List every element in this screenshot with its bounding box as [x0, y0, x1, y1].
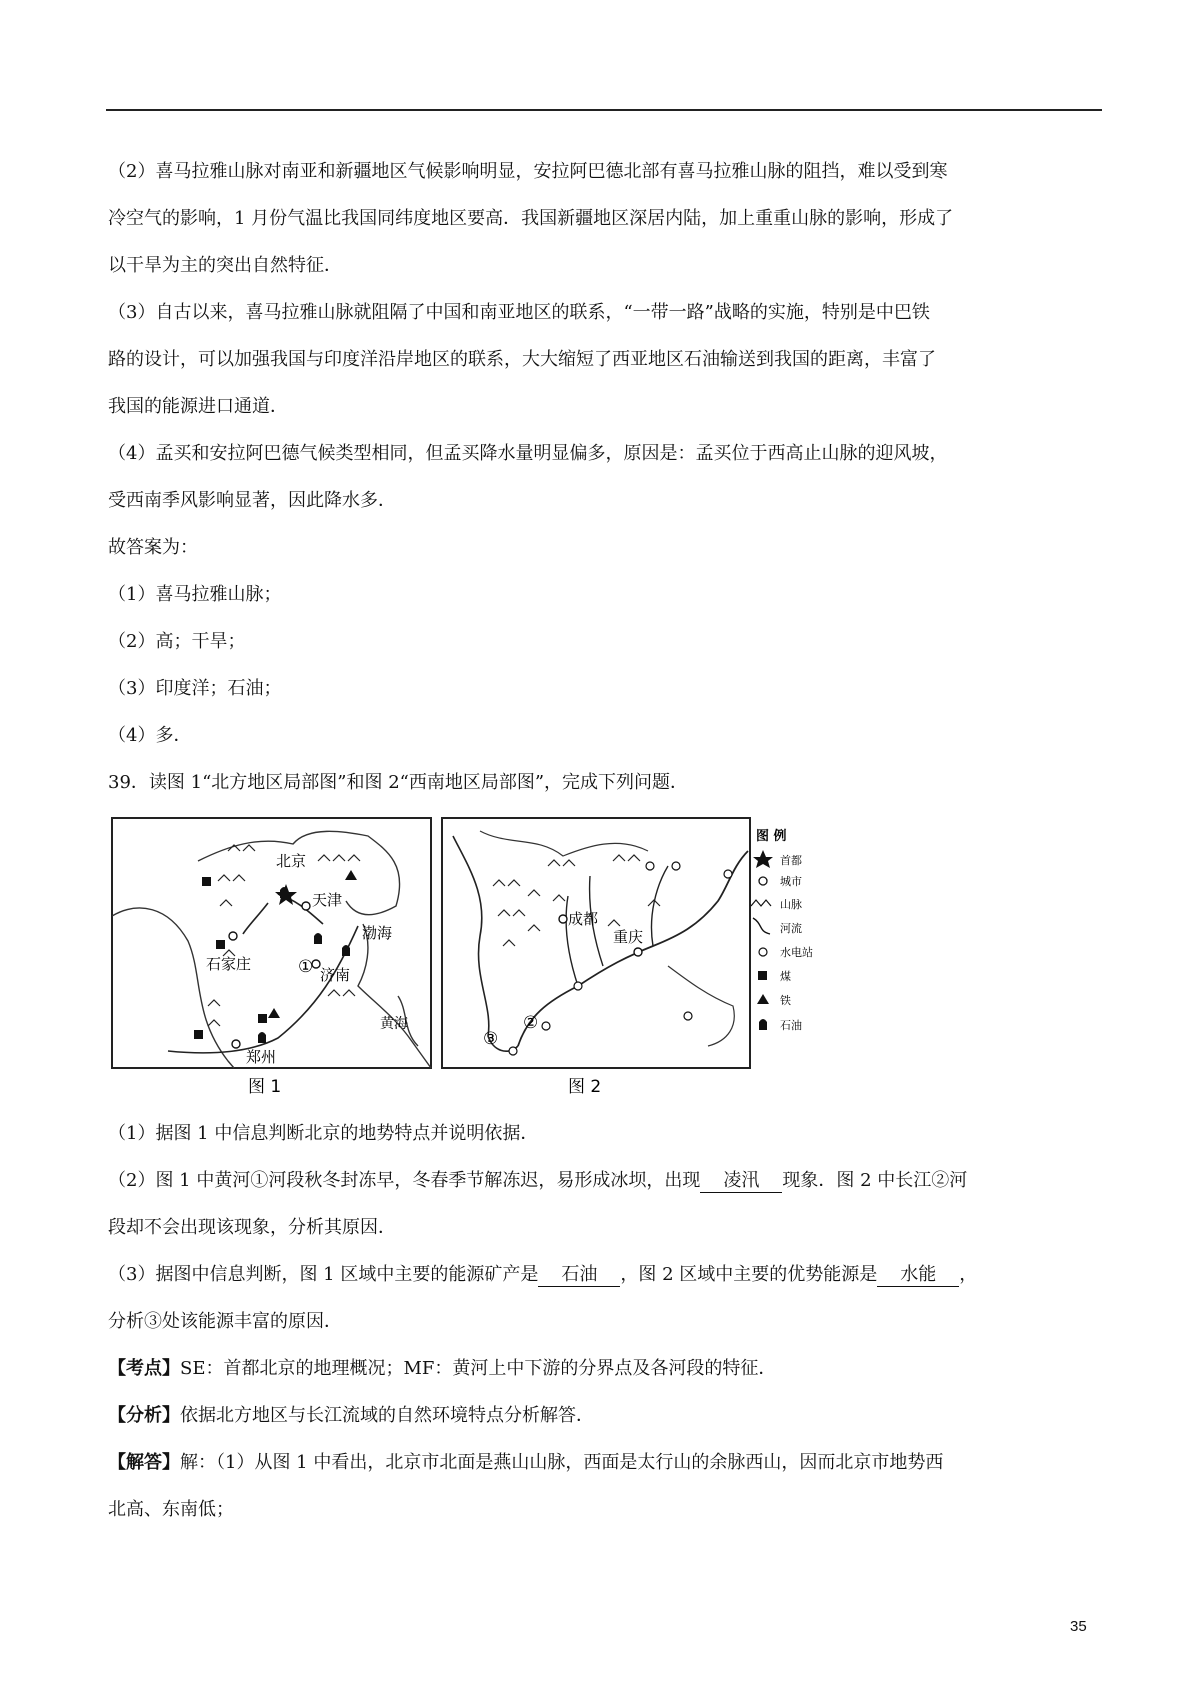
city-dot: [232, 1040, 240, 1048]
analysis-p2-line1: （2）喜马拉雅山脉对南亚和新疆地区气候影响明显，安拉阿巴德北部有喜马拉雅山脉的阻挡，难以受到寒: [108, 161, 948, 182]
coal-icon: [258, 1014, 267, 1023]
label-huanghai: 黄海: [380, 1016, 408, 1032]
marker-1: ①: [298, 957, 314, 977]
marker-2: ②: [523, 1013, 539, 1033]
jieda-tag: 【解答】: [108, 1452, 180, 1473]
coal-icon: [216, 940, 225, 949]
answer-blank: 水能: [877, 1264, 959, 1287]
final-answer-1: （1）喜马拉雅山脉；: [108, 584, 282, 605]
question-39-3-line1: （3）据图中信息判断，图 1 区域中主要的能源矿产是 石油 ，图 2 区域中主要的优势能源是 水能 ，: [108, 1264, 978, 1285]
legend-item: 城市: [780, 875, 802, 888]
answer-blank: 石油: [538, 1264, 620, 1287]
legend-item: 水电站: [780, 946, 813, 959]
oil-icon: [314, 933, 322, 944]
question-39-2-line1: （2）图 1 中黄河①河段秋冬封冻早，冬春季节解冻迟，易形成冰坝，出现 凌汛 现象．图 2 中长江②河: [108, 1170, 968, 1191]
legend-title: 图 例: [756, 829, 787, 844]
oil-icon: [280, 887, 288, 898]
mountain-icon: [751, 900, 771, 906]
question-39-stem: 39．读图 1“北方地区局部图”和图 2“西南地区局部图”，完成下列问题．: [108, 772, 689, 793]
legend-item: 石油: [780, 1019, 802, 1032]
city-dot: [559, 915, 567, 923]
analysis-p2-line2: 冷空气的影响，1 月份气温比我国同纬度地区要高．我国新疆地区深居内陆，加上重重山脉的影响，形成了: [108, 208, 954, 229]
iron-icon: [757, 994, 769, 1004]
label-bohai: 渤海: [362, 924, 393, 942]
kaodian-tag: 【考点】: [108, 1358, 180, 1379]
hydropower-icon: [646, 862, 654, 870]
question-39-1: （1）据图 1 中信息判断北京的地势特点并说明依据．: [108, 1123, 539, 1144]
label-chengdu: 成都: [568, 910, 599, 928]
hydropower-icon: [724, 870, 732, 878]
legend-item: 铁: [780, 994, 791, 1007]
coal-icon: [194, 1030, 203, 1039]
city-dot-icon: [759, 877, 767, 885]
marker-3: ③: [483, 1029, 499, 1049]
coal-icon: [758, 971, 767, 980]
header-rule: [106, 109, 1102, 111]
city-dot: [302, 902, 310, 910]
fenxi-line: 【分析】依据北方地区与长江流域的自然环境特点分析解答．: [108, 1405, 594, 1426]
question-39-2-line2: 段却不会出现该现象，分析其原因．: [108, 1217, 396, 1238]
label-beijing: 北京: [276, 852, 307, 870]
hydropower-icon: [684, 1012, 692, 1020]
jieda-line2: 北高、东南低；: [108, 1499, 234, 1520]
label-jinan: 济南: [320, 966, 351, 984]
hydropower-icon: [759, 948, 767, 956]
hydropower-icon: [672, 862, 680, 870]
oil-icon: [759, 1019, 767, 1030]
final-answer-label: 故答案为：: [108, 537, 198, 558]
analysis-p4-line1: （4）孟买和安拉阿巴德气候类型相同，但孟买降水量明显偏多，原因是：孟买位于西高止山脉的迎风坡，: [108, 443, 948, 464]
analysis-p4-line2: 受西南季风影响显著，因此降水多．: [108, 490, 396, 511]
capital-star-icon: [753, 850, 773, 868]
jieda-line1: 【解答】解：（1）从图 1 中看出，北京市北面是燕山山脉，西面是太行山的余脉西山，因而北京市地势西: [108, 1452, 944, 1473]
legend-item: 首都: [780, 854, 802, 867]
legend-item: 山脉: [780, 898, 802, 911]
oil-icon: [258, 1032, 266, 1043]
figure1-map: [112, 818, 431, 1068]
coal-icon: [202, 877, 211, 886]
question-39-3-line2: 分析③处该能源丰富的原因．: [108, 1311, 342, 1332]
label-tianjin: 天津: [312, 891, 343, 909]
final-answer-4: （4）多．: [108, 725, 192, 746]
answer-blank: 凌汛: [700, 1170, 782, 1193]
label-shijiazhuang: 石家庄: [206, 955, 252, 973]
city-dot: [634, 948, 642, 956]
figure1-caption: 图 1: [248, 1077, 282, 1096]
figure2-map: [442, 818, 750, 1068]
label-zhengzhou: 郑州: [246, 1048, 277, 1066]
analysis-p3-line2: 路的设计，可以加强我国与印度洋沿岸地区的联系，大大缩短了西亚地区石油输送到我国的距离，丰富了: [108, 349, 936, 370]
oil-icon: [342, 945, 350, 956]
fenxi-tag: 【分析】: [108, 1405, 180, 1426]
kaodian-line: 【考点】SE：首都北京的地理概况；MF：黄河上中下游的分界点及各河段的特征．: [108, 1358, 777, 1379]
hydropower-icon: [542, 1022, 550, 1030]
city-dot: [229, 932, 237, 940]
final-answer-3: （3）印度洋；石油；: [108, 678, 282, 699]
legend-item: 煤: [780, 970, 791, 983]
analysis-p3-line1: （3）自古以来，喜马拉雅山脉就阻隔了中国和南亚地区的联系，“一带一路”战略的实施，特别是中巴铁: [108, 302, 930, 323]
legend-item: 河流: [780, 922, 802, 935]
page-number: 35: [1070, 1618, 1087, 1635]
hydropower-icon: [509, 1047, 517, 1055]
final-answer-2: （2）高；干旱；: [108, 631, 246, 652]
figure2-caption: 图 2: [568, 1077, 602, 1096]
analysis-p3-line3: 我国的能源进口通道．: [108, 396, 288, 417]
river-icon: [753, 918, 770, 934]
analysis-p2-line3: 以干旱为主的突出自然特征．: [108, 255, 342, 276]
question-39-maps: [108, 806, 845, 1096]
map-legend: [751, 828, 813, 1032]
label-chongqing: 重庆: [613, 928, 644, 946]
hydropower-icon: [574, 982, 582, 990]
